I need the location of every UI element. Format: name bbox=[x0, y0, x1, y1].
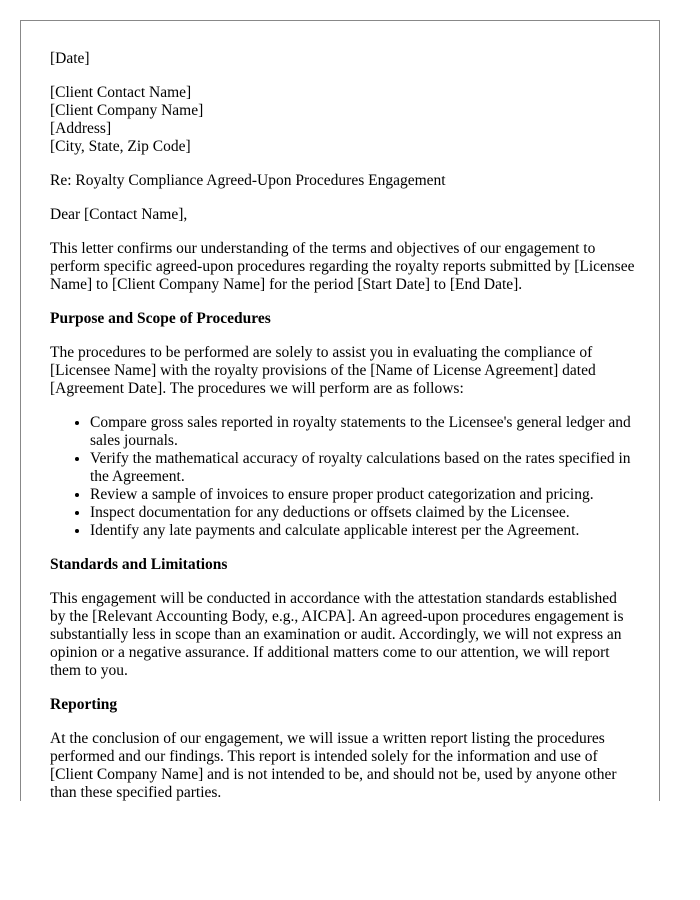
address-line: [City, State, Zip Code] bbox=[50, 138, 191, 155]
list-item: • Inspect documentation for any deductions or offsets claimed by the Licensee. bbox=[90, 504, 635, 522]
list-item: • Review a sample of invoices to ensure proper product categorization and pricing. bbox=[90, 486, 635, 504]
subject-line: Re: Royalty Compliance Agreed-Upon Procedures Engagement bbox=[50, 172, 446, 189]
address-line: [Client Contact Name] bbox=[50, 84, 192, 101]
standards-heading: Standards and Limitations bbox=[50, 556, 228, 573]
standards-paragraph: This engagement will be conducted in accordance with the attestation standards established by the [Relevant Accounting Body, e.g., AICPA]. An agreed-upon procedures engagement is substantially less in scope than an examination or audit. Accordingly, we will not express an opinion or a negative assurance. If additional matters come to our attention, we will report them to you. bbox=[50, 590, 624, 679]
procedures-list bbox=[50, 414, 635, 540]
recipient-address bbox=[50, 84, 635, 156]
address-line: [Address] bbox=[50, 120, 112, 137]
reporting-paragraph: At the conclusion of our engagement, we will issue a written report listing the procedures performed and our findings. This report is intended solely for the information and use of [Client Company Name] and is not intended to be, and should not be, used by anyone other than these specified parties. bbox=[50, 730, 617, 801]
letter-page bbox=[20, 20, 660, 801]
letter-date: [Date] bbox=[50, 50, 90, 67]
intro-paragraph: This letter confirms our understanding of the terms and objectives of our engagement to perform specific agreed-upon procedures regarding the royalty reports submitted by [Licensee Name] to [Client Company Name] for the period [Start Date] to [End Date]. bbox=[50, 240, 635, 293]
list-item: • Verify the mathematical accuracy of royalty calculations based on the rates specified in the Agreement. bbox=[90, 450, 635, 486]
purpose-heading: Purpose and Scope of Procedures bbox=[50, 310, 271, 327]
purpose-paragraph: The procedures to be performed are solely to assist you in evaluating the compliance of [Licensee Name] with the royalty provisions of the [Name of License Agreement] dated [Agreement Date]. The procedures we will perform are as follows: bbox=[50, 344, 596, 397]
letter-body bbox=[50, 50, 635, 801]
reporting-heading: Reporting bbox=[50, 696, 118, 713]
address-line: [Client Company Name] bbox=[50, 102, 204, 119]
list-item: • Identify any late payments and calculate applicable interest per the Agreement. bbox=[90, 522, 635, 540]
list-item: • Compare gross sales reported in royalty statements to the Licensee's general ledger and sales journals. bbox=[90, 414, 635, 450]
salutation: Dear [Contact Name], bbox=[50, 206, 188, 223]
